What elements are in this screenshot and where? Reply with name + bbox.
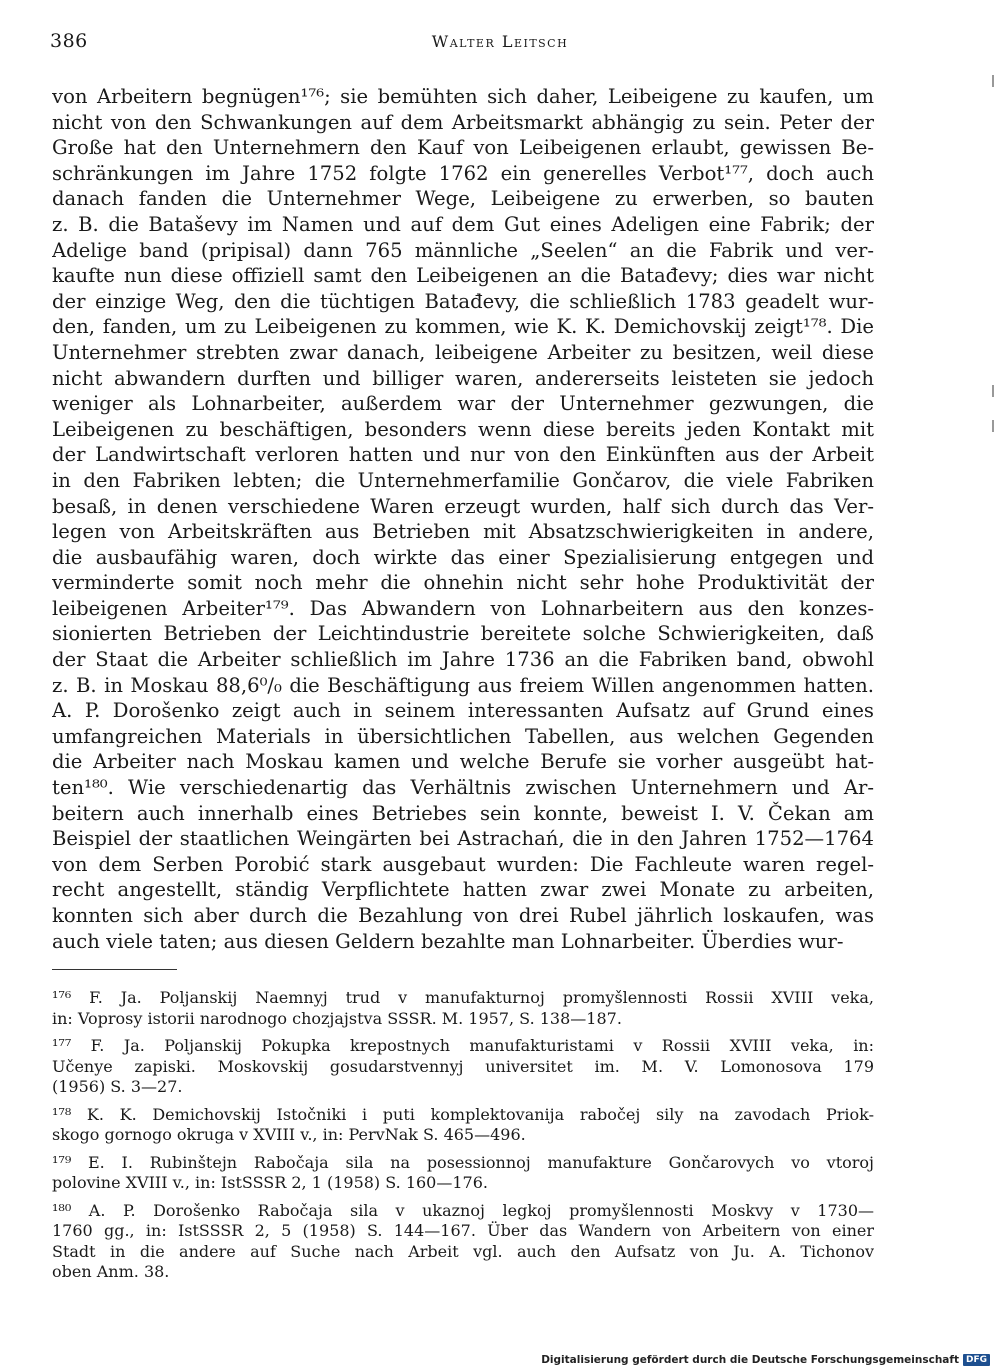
- footnote-line: polovine XVIII v., in: IstSSSR 2, 1 (1958) S. 160—176.: [52, 1173, 488, 1192]
- body-line: recht angestellt, ständig Verpflichtete hatten zwar zwei Monate zu arbeiten,: [52, 878, 874, 902]
- body-line: nicht abwandern durften und billiger waren, andererseits leisteten sie jedoch: [52, 366, 874, 390]
- body-line: Adelige band (pripisal) dann 765 männliche „Seelen“ an die Fabrik und ver-: [52, 238, 874, 262]
- body-line: besaß, in denen verschiedene Waren erzeugt wurden, half sich durch das Ver-: [52, 494, 874, 518]
- body-line: von Arbeitern begnügen¹⁷⁶; sie bemühten sich daher, Leibeigene zu kaufen, um: [52, 85, 874, 108]
- body-line: ten¹⁸⁰. Wie verschiedenartig das Verhältnis zwischen Unternehmern und Ar-: [52, 776, 874, 800]
- body-line: auch viele taten; aus diesen Geldern bezahlte man Lohnarbeiter. Überdies wur-: [52, 929, 844, 953]
- body-line: Beispiel der staatlichen Weingärten bei Astrachań, die in den Jahren 1752—1764: [52, 827, 874, 851]
- footnote: [52, 1201, 874, 1283]
- footnote-line: (1956) S. 3—27.: [52, 1077, 183, 1096]
- body-line: der Staat die Arbeiter schließlich im Jahre 1736 an die Fabriken band, obwohl: [52, 648, 874, 672]
- body-line: kaufte nun diese offiziell samt den Leibeigenen an die Batađevy; dies war nicht: [52, 264, 874, 288]
- footnote-line: Stadt in die andere auf Suche nach Arbeit vgl. auch den Aufsatz von Ju. A. Tichonov: [52, 1241, 874, 1261]
- body-line: in den Fabriken lebten; die Unternehmerfamilie Gončarov, die viele Fabriken: [52, 468, 874, 492]
- running-head: Walter Leitsch: [431, 32, 569, 51]
- body-line: der Landwirtschaft verloren hatten und nur von den Einkünften aus der Arbeit: [52, 443, 874, 467]
- footnote: [52, 1105, 874, 1146]
- footnote: [52, 1036, 874, 1098]
- footnote: [52, 988, 874, 1029]
- body-line: der einzige Weg, den die tüchtigen Batađevy, die schließlich 1783 geadelt wur-: [52, 289, 874, 313]
- footer-credit: Digitalisierung gefördert durch die Deutsche Forschungsgemeinschaft: [541, 1354, 959, 1366]
- body-line: z. B. die Bataševy im Namen und auf dem Gut eines Adeligen eine Fabrik; der: [52, 212, 874, 236]
- footnote-line: Učenye zapiski. Moskovskij gosudarstvennyj universitet im. M. V. Lomonosova 179: [52, 1056, 874, 1076]
- body-line: z. B. in Moskau 88,6⁰/₀ die Beschäftigung aus freiem Willen angenommen hatten.: [52, 673, 874, 697]
- scan-edge-mark: [992, 75, 994, 87]
- footnote-line: 1760 gg., in: IstSSSR 2, 5 (1958) S. 144—167. Über das Wandern von Arbeitern von einer: [52, 1221, 874, 1240]
- footnote-line: ¹⁷⁹ E. I. Rubinštejn Rabočaja sila na posessionnoj manufakture Gončarovych vo vtoroj: [52, 1152, 874, 1172]
- footnote-line: oben Anm. 38.: [52, 1262, 170, 1281]
- body-line: danach fanden die Unternehmer Wege, Leibeigene zu erwerben, so bauten: [52, 187, 874, 211]
- body-line: weniger als Lohnarbeiter, außerdem war der Unternehmer gezwungen, die: [52, 392, 874, 416]
- body-line: von dem Serben Porobić stark ausgebaut wurden: Die Fachleute waren regel-: [52, 852, 874, 876]
- body-line: Große hat den Unternehmern den Kauf von Leibeigenen erlaubt, gewissen Be-: [52, 136, 874, 160]
- body-line: Leibeigenen zu beschäftigen, besonders wenn diese bereits jeden Kontakt mit: [52, 417, 874, 441]
- footnote-line: ¹⁷⁸ K. K. Demichovskij Istočniki i puti komplektovanija rabočej sily na zavodach Priok-: [52, 1104, 874, 1124]
- body-line: beitern auch innerhalb eines Betriebes sein konnte, beweist I. V. Čekan am: [52, 801, 874, 825]
- dfg-logo: DFG: [963, 1354, 990, 1366]
- footnotes: [52, 988, 874, 1290]
- body-text: [52, 84, 874, 954]
- footnote-line: ¹⁷⁷ F. Ja. Poljanskij Pokupka krepostnych manufakturistami v Rossii XVIII veka, in:: [52, 1036, 874, 1055]
- body-line: die Arbeiter nach Moskau kamen und welche Berufe sie vorher ausgeübt hat-: [52, 750, 874, 774]
- scan-edge-mark: [992, 420, 994, 432]
- body-line: den, fanden, um zu Leibeigenen zu kommen, wie K. K. Demichovskij zeigt¹⁷⁸. Die: [52, 315, 874, 339]
- footnote-line: ¹⁷⁶ F. Ja. Poljanskij Naemnyj trud v manufakturnoj promyšlennosti Rossii XVIII veka,: [52, 988, 874, 1007]
- body-line: die ausbaufähig waren, doch wirkte das einer Spezialisierung entgegen und: [52, 545, 874, 569]
- footnote-line: skogo gornogo okruga v XVIII v., in: PervNak S. 465—496.: [52, 1125, 526, 1144]
- scan-edge-mark: [992, 385, 994, 397]
- body-line: legen von Arbeitskräften aus Betrieben mit Absatzschwierigkeiten in andere,: [52, 520, 874, 544]
- body-line: schränkungen im Jahre 1752 folgte 1762 ein generelles Verbot¹⁷⁷, doch auch: [52, 161, 874, 185]
- body-line: A. P. Dorošenko zeigt auch in seinem interessanten Aufsatz auf Grund eines: [52, 699, 874, 723]
- page-number: 386: [50, 30, 88, 52]
- body-line: sionierten Betrieben der Leichtindustrie bereitete solche Schwierigkeiten, daß: [52, 622, 874, 646]
- footnote: [52, 1153, 874, 1194]
- body-line: verminderte somit noch mehr die ohnehin nicht sehr hohe Produktivität der: [52, 571, 874, 595]
- body-line: nicht von den Schwankungen auf dem Arbeitsmarkt abhängig zu sein. Peter der: [52, 110, 874, 134]
- digitization-footer: [541, 1354, 990, 1366]
- footnote-line: ¹⁸⁰ A. P. Dorošenko Rabočaja sila v ukaznoj legkoj promyšlennosti Moskvy v 1730—: [52, 1200, 874, 1220]
- footnote-line: in: Voprosy istorii narodnogo chozjajstva SSSR. M. 1957, S. 138—187.: [52, 1008, 622, 1028]
- body-line: Unternehmer strebten zwar danach, leibeigene Arbeiter zu besitzen, weil diese: [52, 340, 874, 364]
- body-line: umfangreichen Materials in übersichtlichen Tabellen, aus welchen Gegenden: [52, 724, 874, 748]
- footnote-divider: [52, 969, 177, 970]
- body-line: leibeigenen Arbeiter¹⁷⁹. Das Abwandern von Lohnarbeitern aus den konzes-: [52, 596, 874, 620]
- body-line: konnten sich aber durch die Bezahlung von drei Rubel jährlich loskaufen, was: [52, 904, 874, 927]
